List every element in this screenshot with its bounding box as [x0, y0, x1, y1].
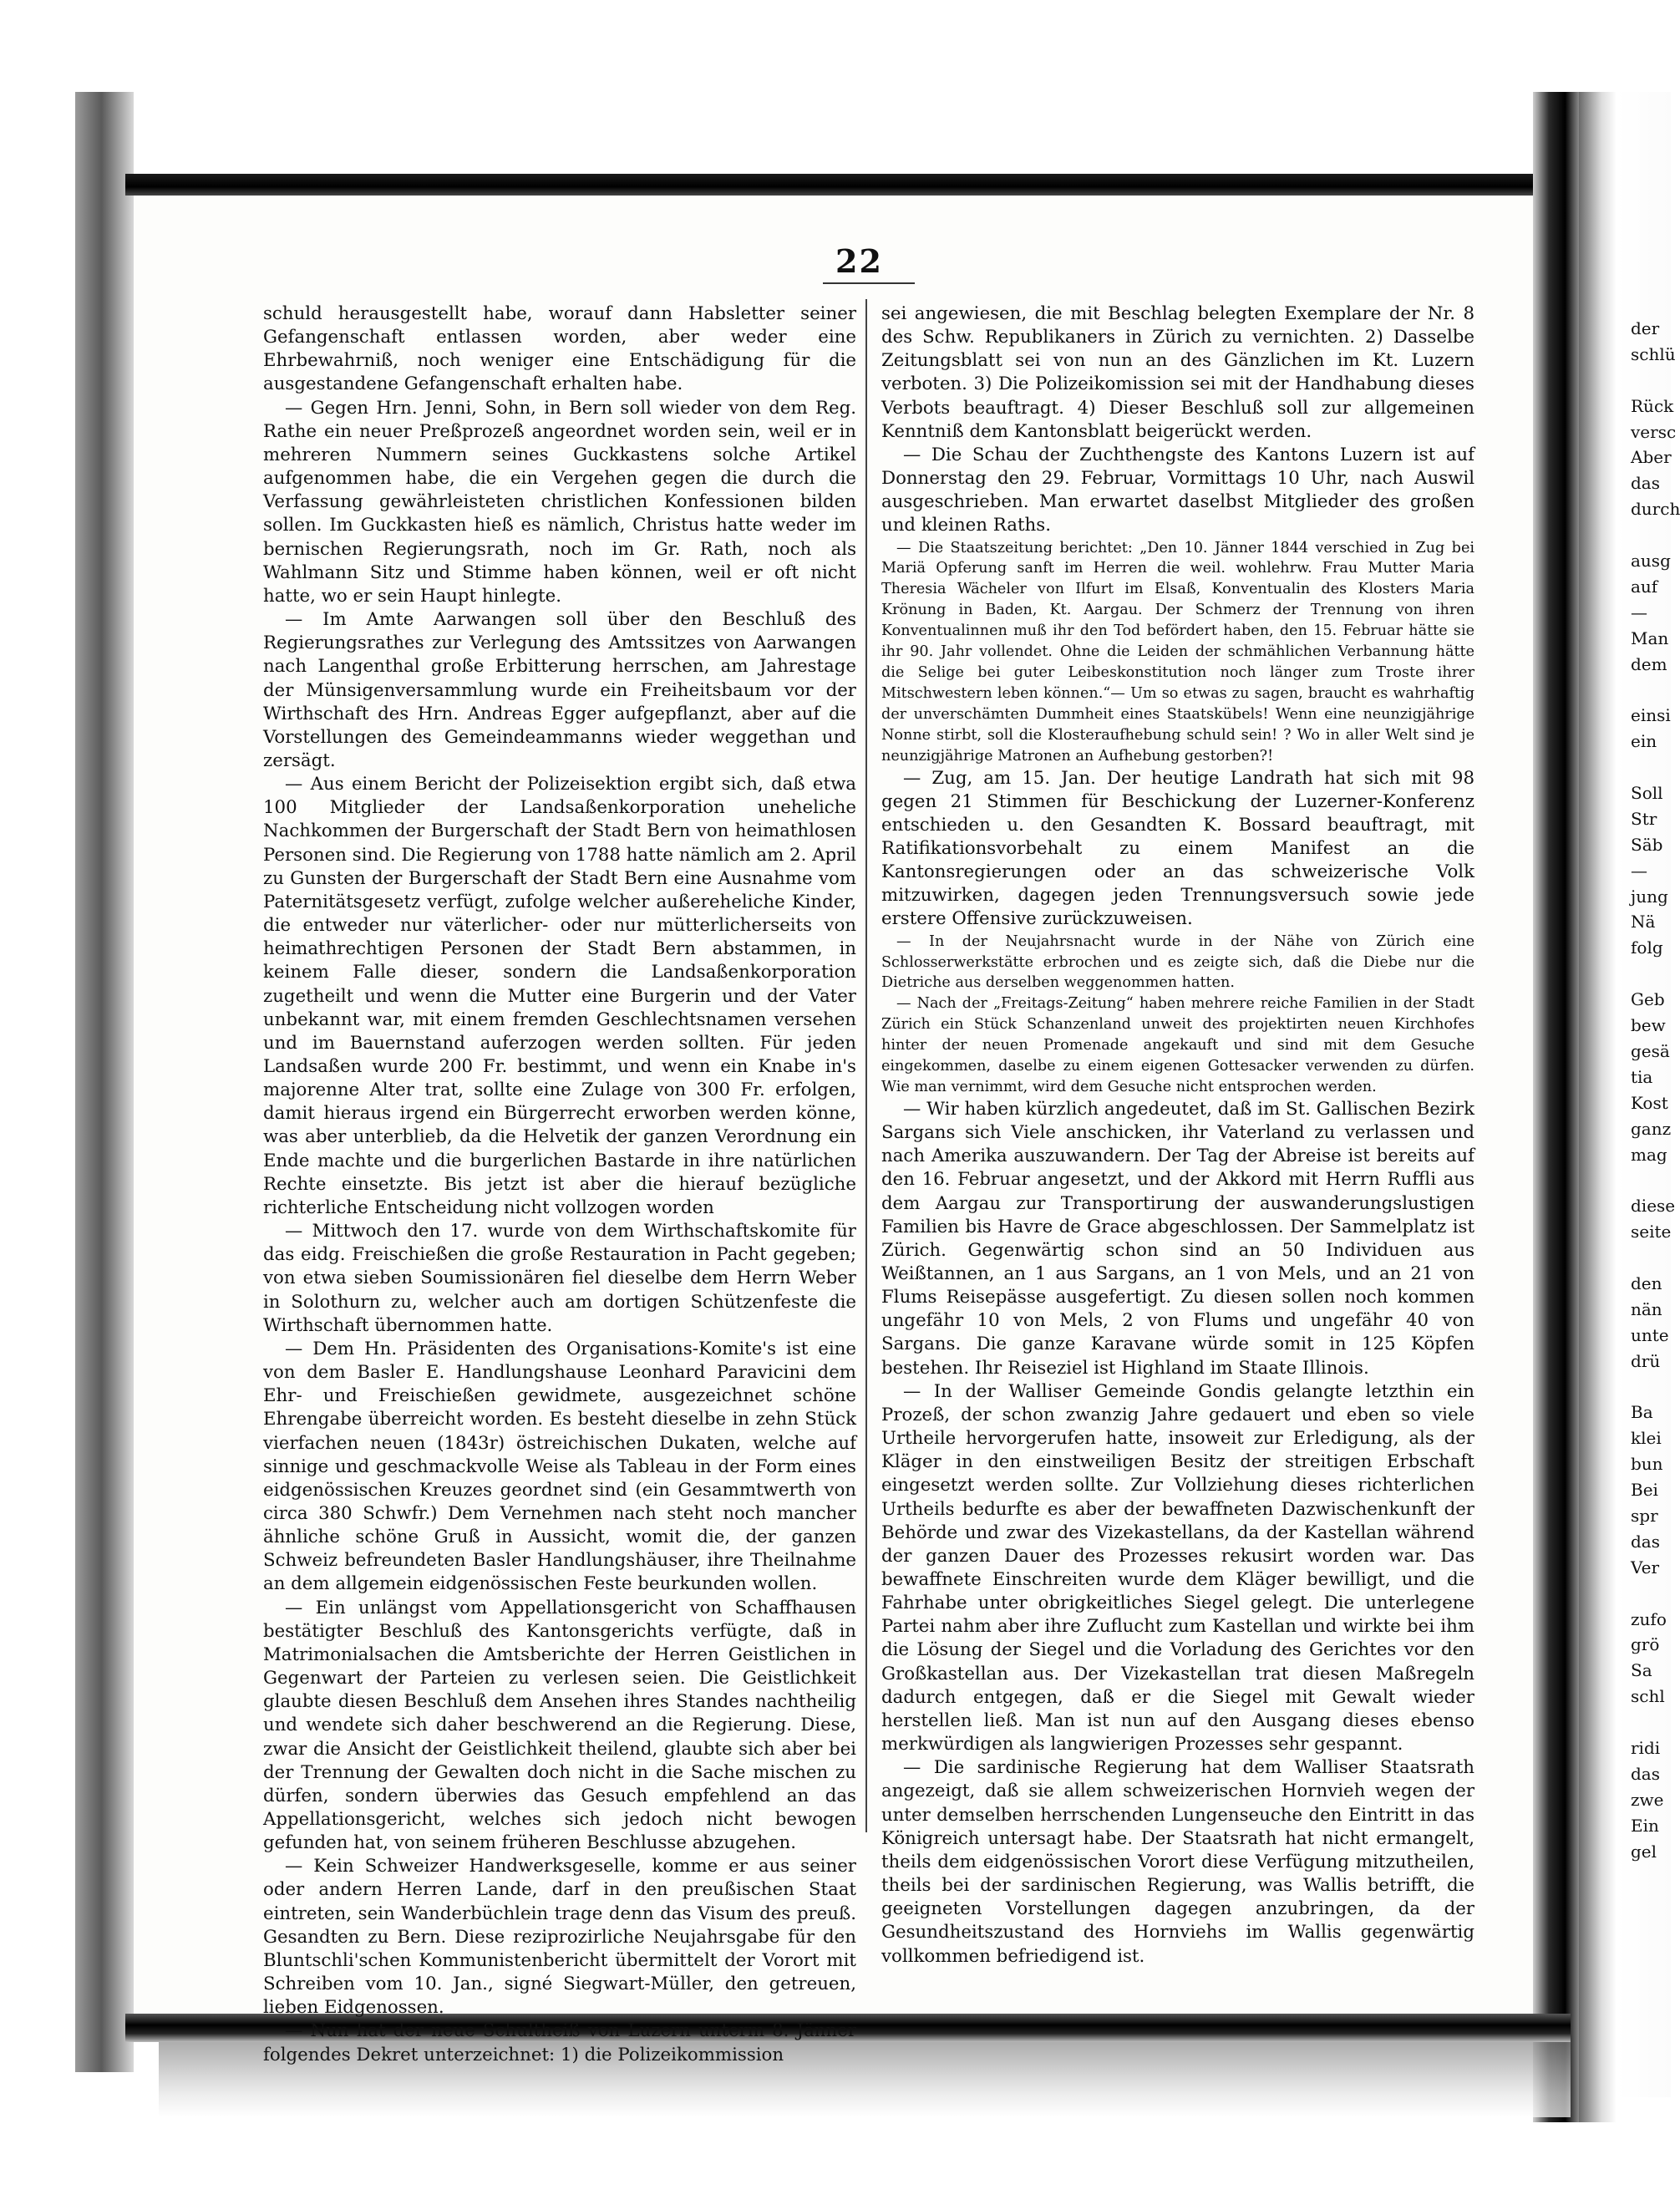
next-page-fragment: tia	[1631, 1066, 1653, 1087]
news-item-small: — Die Staatszeitung berichtet: „Den 10. Jänner 1844 verschied in Zug bei Mariä Opferung sanft im Herren die weil. wohlehrw. Frau Mutter Maria Theresia Wächeler von Ilfurt im Elsaß, Konventualin des Klosters Maria Krönung in Baden, Kt. Aargau. Der Schmerz der Trennung von ihren Konventualinnen muß ihr den Tod befördert haben, den 15. Februar hätte sie ihr 90. Jahr vollendet. Ohne die Leiden der schmählichen Verbannung hätte die Selige bei guter Leibeskonstitution noch länger zum Troste ihrer Mitschwestern leben können.“— Um so etwas zu sagen, braucht es wahrhaftig der unverschämten Dummheit eines Staatskübels! Wenn eine neunzigjährige Nonne stirbt, soll die Klosteraufhebung schuld sein! ? Wo in aller Welt sind je neunzigjährige Matronen an Aufhebung gestorben?!	[881, 539, 1474, 765]
next-page-fragment	[1631, 1167, 1671, 1193]
next-page-fragment: das	[1631, 1531, 1660, 1552]
next-page-fragment: das	[1631, 473, 1660, 494]
next-page-fragment: jung	[1631, 886, 1668, 907]
next-page-fragment: —	[1631, 602, 1647, 622]
next-page-fragment: —	[1631, 860, 1647, 881]
next-page-fragment: Geb	[1631, 989, 1665, 1010]
scan-right-border	[1533, 92, 1579, 2122]
next-page-fragment: den	[1631, 1273, 1662, 1293]
next-page-fragment: einsi	[1631, 705, 1671, 726]
next-page-fragment: Man	[1631, 627, 1669, 648]
news-item: — Dem Hn. Präsidenten des Organisations-Komite's ist eine von dem Basler E. Handlungshause Leonhard Paravicini dem Ehr- und Freischießen gewidmete, ausgezeichnet schöne Ehrengabe überreicht worden. Es besteht dieselbe in zehn Stück vierfachen neuen (1843r) östreichischen Dukaten, welche auf sinnige und geschmackvolle Weise als Tableau in der Form eines eidgenössischen Kreuzes geordnet sind (ein Gesammtwerth von circa 380 Schwfr.) Dem Vernehmen nach steht noch mancher ähnliche schöne Gruß in Aussicht, womit die, der ganzen Schweiz befreundeten Basler Handlungshäuser, ihre Theilnahme an dem allgemein eidgenössischen Feste beurkunden wollen.	[263, 1338, 856, 1595]
next-page-fragment: zwe	[1631, 1789, 1664, 1810]
news-item: — Gegen Hrn. Jenni, Sohn, in Bern soll wieder von dem Reg. Rathe ein neuer Preßprozeß angeordnet worden sein, weil er in mehreren Nummern seines Guckkastens solche Artikel aufgenommen habe, die ein Vergehen gegen die durch die Verfassung gewährleisteten christlichen Konfessionen bilden sollen. Im Guckkasten hieß es nämlich, Christus hatte weder im bernischen Regierungsrath, noch im Gr. Rath, noch als Wahlmann Sitz und Stimme haben können, weil er oft nicht hatte, wo er sein Haupt hinlegte.	[263, 397, 856, 607]
news-item: — Kein Schweizer Handwerksgeselle, komme er aus seiner oder andern Herren Lande, darf in den preußischen Staat eintreten, sein Wanderbüchlein trage denn das Visum des preuß. Gesandten zu Bern. Diese reziprozirliche Neujahrsgabe für den Bluntschli'schen Kommunistenbericht übermittelt der Vorort mit Schreiben vom 10. Jan., signé Siegwart-Müller, den getreuen, lieben Eidgenossen.	[263, 1856, 856, 2019]
next-page-fragment: schl	[1631, 1686, 1665, 1707]
next-page-fragment: durch	[1631, 499, 1680, 520]
next-page-fragment	[1631, 1710, 1671, 1735]
news-item: — Im Amte Aarwangen soll über den Beschluß des Regierungsrathes zur Verlegung des Amtssitzes von Aarwangen nach Langenthal große Erbitterung herrschen, am Jahrestage der Münsigenversammlung wurde ein Freiheitsbaum vor der Wirthschaft des Hrn. Andreas Egger aufgepflanzt, aber auf die Vorstellungen des Gemeindeammanns wieder weggethan und zersägt.	[263, 609, 856, 771]
news-item: — Wir haben kürzlich angedeutet, daß im St. Gallischen Bezirk Sargans sich Viele anschicken, ihr Vaterland zu verlassen und nach Amerika auszuwandern. Der Tag der Abreise ist bereits auf den 16. Februar angesetzt, und der Akkord mit Herrn Ruffli aus dem Aargau zur Transportirung der auswanderungslustigen Familien bis Havre de Grace abgeschlossen. Der Sammelplatz ist Zürich. Gegenwärtig schon sind an 50 Individuen aus Weißtannen, an 1 aus Sargans, an 1 von Mels, und an 21 von Flums Reisepässe ausgefertigt. Zu diesen sollen noch kommen ungefähr 10 von Mels, 2 von Flums und ungefähr 40 von Sargans. Die ganze Karavane würde somit in 125 Köpfen bestehen. Ihr Reiseziel ist Highland im Staate Illinois.	[881, 1098, 1474, 1379]
next-page-fragment: Soll	[1631, 783, 1663, 804]
page-number-rule	[823, 282, 915, 284]
next-page-fragment: Säb	[1631, 834, 1663, 855]
next-page-fragment	[1631, 522, 1671, 548]
news-item: — In der Walliser Gemeinde Gondis gelangte letzthin ein Prozeß, der schon zwanzig Jahre gedauert und eben so viele Urtheile hervorgerufen hatte, insoweit zur Erledigung, als der Kläger in den einstweiligen Besitz der streitigen Erbschaft eingesetzt werden sollte. Zur Vollziehung dieses richterlichen Urtheils bedurfte es aber der bewaffneten Dazwischenkunft der Behörde und zwar des Vizekastellans, da der Kastellan während der ganzen Dauer des Prozesses rekusirt worden war. Das bewaffnete Einschreiten wurde dem Kläger bewilligt, und die Fahrhabe unter obrigkeitliches Siegel gelegt. Die unterlegene Partei nahm aber ihre Zuflucht zum Kastellan und wirkte bei ihm die Lösung der Siegel und die Vorladung des Gerichtes vor den Großkastellan aus. Der Vizekastellan trat diesen Maßregeln dadurch entgegen, daß er die Siegel mit Gewalt wieder herstellen ließ. Man ist nun auf den Ausgang dieses ebenso merkwürdigen als langwierigen Prozesses sehr gespannt.	[881, 1380, 1474, 1755]
news-item-small: — Nach der „Freitags-Zeitung“ haben mehrere reiche Familien in der Stadt Zürich ein Stück Schanzenland unweit des projektirten neuen Kirchhofes hinter der neuen Promenade angekauft und sind mit dem Gesuche eingekommen, daselbe zu einem eigenen Gottesacker verwenden zu dürfen. Wie man vernimmt, wird dem Gesuche nicht entsprochen werden.	[881, 995, 1474, 1095]
news-item: schuld herausgestellt habe, worauf dann Habsletter seiner Gefangenschaft entlassen worden, aber weder eine Ehrbewahrniß, noch weniger eine Entschädigung für die ausgestandene Gefangenschaft erhalten habe.	[263, 303, 856, 395]
next-page-fragment	[1631, 754, 1671, 780]
next-page-fragment: gesä	[1631, 1040, 1670, 1061]
next-page-fragment	[1631, 677, 1671, 703]
news-item: — Ein unlängst vom Appellationsgericht von Schaffhausen bestätigter Beschluß des Kantonsgerichts verfügte, daß in Matrimonialsachen die Amtsberichte der Herren Geistlichen in Gegenwart der Parteien zu verlesen seien. Die Geistlichkeit glaubte diesen Beschluß dem Ansehen ihres Standes nachtheilig und wendete sich daher beschwerend an die Regierung. Diese, zwar die Ansicht der Geistlichkeit theilend, glaubte sich aber bei der Trennung der Gewalten doch nicht in die Sache mischen zu dürfen, sondern überwies das Gesuch empfehlend an das Appellationsgericht, welches sich jedoch nicht bewogen gefunden hat, von seinem früheren Beschlusse abzugehen.	[263, 1597, 856, 1854]
scan-top-border	[125, 174, 1545, 196]
next-page-fragment: mag	[1631, 1144, 1667, 1165]
news-item: — Mittwoch den 17. wurde von dem Wirthschaftskomite für das eidg. Freischießen die große Restauration in Pacht gegeben; von etwa sieben Soumissionären fiel dieselbe dem Herrn Weber in Solothurn zu, welcher auch am dortigen Schützenfeste die Wirthschaft übernommen hatte.	[263, 1221, 856, 1336]
next-page-fragment: Str	[1631, 808, 1657, 829]
next-page-fragment: dem	[1631, 653, 1667, 674]
next-page-fragment: unte	[1631, 1324, 1669, 1345]
next-page-fragment: Nä	[1631, 912, 1656, 932]
next-page-fragment: das	[1631, 1763, 1660, 1784]
next-page-fragment: Ein	[1631, 1815, 1659, 1836]
next-page-fragment: seite	[1631, 1222, 1672, 1242]
next-page-fragment: ridi	[1631, 1737, 1661, 1758]
next-page-fragment: Rück	[1631, 395, 1674, 416]
next-page-fragment: schlü	[1631, 343, 1676, 364]
next-page-fragment: ganz	[1631, 1118, 1672, 1139]
next-page-fragment: grö	[1631, 1634, 1660, 1655]
next-page-fragment: Aber	[1631, 447, 1672, 468]
news-item: — Nun hat der neue Schultheiß von Luzern unterm 8. Jänner folgendes Dekret unterzeichnet: 1) die Polizeikommission	[263, 2020, 856, 2065]
next-page-fragment	[1631, 1581, 1671, 1607]
next-page-fragment: ausg	[1631, 551, 1671, 572]
next-page-fragment: auf	[1631, 576, 1658, 597]
next-page-fragment: klei	[1631, 1428, 1662, 1449]
next-page-fragment: versc	[1631, 421, 1677, 442]
page-fold	[1579, 92, 1617, 2122]
next-page-fragment	[1631, 1374, 1671, 1400]
next-page-fragment: bew	[1631, 1015, 1666, 1036]
next-page-fragment: Ba	[1631, 1402, 1653, 1423]
next-page-fragment: spr	[1631, 1505, 1658, 1526]
next-page-fragment: Sa	[1631, 1660, 1652, 1681]
next-page-fragment	[1631, 961, 1671, 987]
next-page-fragments	[1631, 316, 1680, 1864]
next-page-fragment: nän	[1631, 1298, 1662, 1319]
news-item: — Die Schau der Zuchthengste des Kantons Luzern ist auf Donnerstag den 29. Februar, Vormittags 10 Uhr, nach Auswil ausgeschrieben. Man erwartet daselbst Mitglieder des großen und kleinen Raths.	[881, 444, 1474, 536]
next-page-fragment: Kost	[1631, 1092, 1668, 1113]
next-page-fragment	[1631, 368, 1671, 394]
next-page-fragment: Ver	[1631, 1557, 1660, 1577]
scan-left-edge	[75, 92, 134, 2072]
right-column	[881, 302, 1474, 1969]
next-page-fragment: folg	[1631, 937, 1663, 958]
news-item: sei angewiesen, die mit Beschlag belegten Exemplare der Nr. 8 des Schw. Republikaners in Zürich zu vernichten. 2) Dasselbe Zeitungsblatt sei von nun an des Gänzlichen im Kt. Luzern verboten. 3) Die Polizeikomission sei mit der Handhabung dieses Verbots beauftragt. 4) Dieser Beschluß soll zur allgemeinen Kenntniß dem Kantonsblatt beigerückt werden.	[881, 303, 1474, 442]
column-divider	[865, 299, 867, 1832]
next-page-fragment: Bei	[1631, 1480, 1658, 1501]
next-page-fragment: bun	[1631, 1454, 1663, 1475]
news-item-small: — In der Neujahrsnacht wurde in der Nähe von Zürich eine Schlosserwerkstätte erbrochen und es zeigte sich, daß die Diebe nur die Dietriche aus derselben weggenommen hatten.	[881, 932, 1474, 992]
next-page-fragment: drü	[1631, 1350, 1661, 1371]
page-number: 22	[835, 242, 883, 280]
next-page-fragment: zufo	[1631, 1608, 1667, 1629]
next-page-fragment: diese	[1631, 1196, 1676, 1217]
next-page-fragment: der	[1631, 318, 1660, 338]
next-page-fragment	[1631, 1245, 1671, 1271]
news-item: — Die sardinische Regierung hat dem Walliser Staatsrath angezeigt, daß sie allem schweizerischen Hornvieh wegen der unter demselben herrschenden Lungenseuche den Eintritt in das Königreich untersagt habe. Der Staatsrath hat nicht ermangelt, theils dem eidgenössischen Vorort diese Verfügung mitzutheilen, theils bei der sardinischen Regierung, was Wallis betrifft, die geeigneten Vorstellungen dagegen anzubringen, da der Gesundheitszustand des Hornviehs im Wallis gegenwärtig vollkommen befriedigend ist.	[881, 1757, 1474, 1967]
next-page-fragment: gel	[1631, 1841, 1657, 1862]
next-page-fragment: ein	[1631, 731, 1657, 752]
left-column	[263, 302, 856, 2067]
news-item: — Zug, am 15. Jan. Der heutige Landrath hat sich mit 98 gegen 21 Stimmen für Beschickung der Luzerner-Konferenz entschieden u. den Gesandten K. Bossard beauftragt, mit Ratifikationsvorbehalt zu einem Manifest an die Kantonsregierungen oder an das schweizerische Volk mitzuwirken, dagegen jeden Trennungsversuch sowie jede erstere Offensive zurückzuweisen.	[881, 767, 1474, 930]
news-item: — Aus einem Bericht der Polizeisektion ergibt sich, daß etwa 100 Mitglieder der Landsaßenkorporation uneheliche Nachkommen der Burgerschaft der Stadt Bern von heimathlosen Personen sind. Die Regierung von 1788 hatte nämlich am 2. April zu Gunsten der Burgerschaft der Stadt Bern eine Ausnahme vom Paternitätsgesetz verfügt, zufolge welcher außereheliche Kinder, die entweder nur väterlicher- oder nur mütterlicherseits von heimathrechtigen Personen der Stadt Bern abstammen, in keinem Falle dieser, sondern die Landsaßenkorporation zugetheilt und wenn die Mutter eine Burgerin und der Vater unbekannt war, mit einem fremden Geschlechtsnamen versehen und im Bauernstand auferzogen werden sollten. Für jeden Landsaßen wurde 200 Fr. bestimmt, und wenn ein Knabe in's majorenne Alter trat, sollte eine Zulage von 300 Fr. erfolgen, damit hieraus irgend ein Bürgerrecht erworben werden könne, was aber unterblieb, da die Helvetik der ganzen Verordnung ein Ende machte und die burgerlichen Bastarde in ihre natürlichen Rechte einsetzte. Bis jetzt ist aber die hierauf bezügliche richterliche Entscheidung nicht vollzogen worden	[263, 774, 856, 1218]
